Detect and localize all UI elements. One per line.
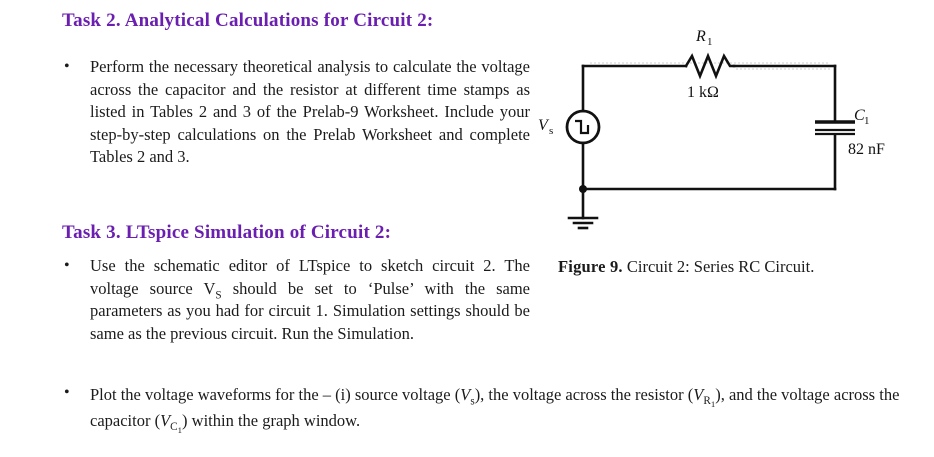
source-name-label: V — [538, 117, 548, 134]
resistor-name-sub: 1 — [707, 36, 713, 48]
circuit-schematic — [530, 0, 934, 300]
pulse-waveform-icon — [575, 121, 588, 133]
vr1-sub-number: 1 — [710, 399, 716, 410]
bullet-icon: • — [64, 257, 70, 274]
task3-text-part2: should be set to ‘Pulse’ with the same parameters as you had for circuit 1. Simulation settings should be same as the previous circuit. Run the Simulation. — [90, 278, 531, 343]
plot-bullet-text — [90, 382, 910, 434]
voltage-source-circle — [567, 111, 599, 143]
resistor-value-label: 1 kΩ — [687, 84, 719, 101]
source-name-sub: s — [549, 125, 554, 137]
capacitor-name-label: C — [854, 107, 865, 124]
figure-caption — [558, 257, 814, 277]
vc1-sub-number: 1 — [177, 425, 183, 436]
task3-bullet — [64, 255, 530, 345]
task2-heading: Task 2. Analytical Calculations for Circuit 2: — [62, 10, 434, 31]
vr1-sub-letter: R — [703, 395, 711, 408]
task2-bullet — [64, 56, 530, 169]
capacitor-name-sub: 1 — [864, 115, 870, 127]
bullet-icon: • — [64, 384, 70, 401]
task3-bullet-text — [90, 255, 530, 345]
vr1-variable: V — [693, 385, 704, 404]
plot-text-part1: Plot the voltage waveforms for the – (i) source voltage ( — [90, 385, 461, 404]
resistor-name-label: R — [696, 28, 706, 45]
capacitor-value-label: 82 nF — [848, 141, 885, 158]
figure-caption-label: Figure 9. — [558, 257, 623, 276]
plot-text-part4: ) within the graph window. — [182, 411, 361, 430]
figure-caption-text: Circuit 2: Series RC Circuit. — [622, 257, 815, 276]
plot-text-part3: ), and the voltage across the capacitor ( — [90, 385, 900, 430]
circuit-figure — [530, 0, 934, 300]
bullet-icon: • — [64, 58, 70, 75]
task2-bullet-text: Perform the necessary theoretical analysis to calculate the voltage across the capacitor and the resistor at different time stamps as listed in Tables 2 and 3 of the Prelab-9 Worksheet. Include your step-by-step calculations on the Prelab Worksheet and complete Tables 2 and 3. — [90, 57, 530, 166]
vr1-variable-sub — [703, 395, 716, 410]
resistor-symbol — [686, 56, 734, 76]
vc1-variable: V — [160, 411, 171, 430]
plot-text-part2: ), the voltage across the resistor ( — [474, 385, 694, 404]
task3-text-part1: Use the schematic editor of LTspice to sketch circuit 2. The voltage source V — [90, 256, 530, 298]
plot-bullet — [64, 382, 910, 434]
vc1-variable-sub — [170, 421, 183, 436]
vs-subscript: S — [215, 288, 222, 301]
vc1-sub-letter: C — [170, 421, 178, 434]
task3-heading: Task 3. LTspice Simulation of Circuit 2: — [62, 222, 392, 243]
vs-variable-sub: s — [470, 395, 475, 408]
vs-variable: V — [460, 385, 471, 404]
